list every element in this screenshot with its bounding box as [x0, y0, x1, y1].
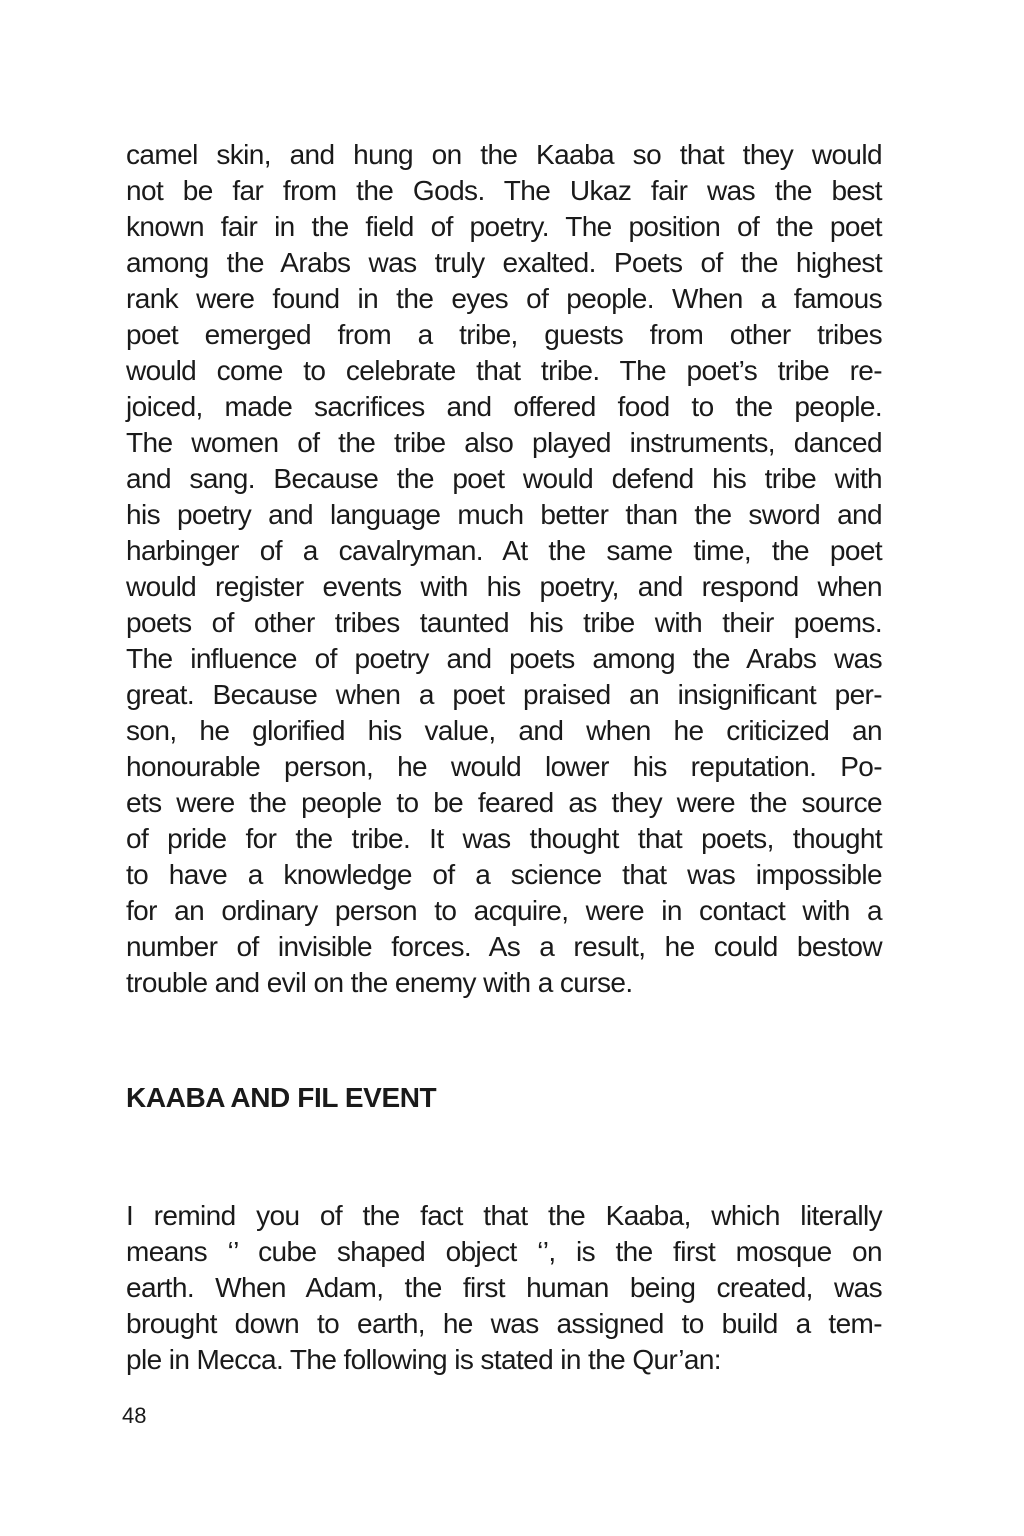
text-line: would register events with his poetry, and respond when: [126, 571, 882, 602]
page-number: 48: [122, 1403, 147, 1428]
text-line: son, he glorified his value, and when he criticized an: [126, 715, 882, 746]
body-paragraph-2: [126, 1198, 882, 1378]
text-line: number of invisible forces. As a result, he could bestow: [126, 931, 882, 962]
section-heading: KAABA AND FIL EVENT: [126, 1082, 437, 1113]
text-line: of pride for the tribe. It was thought that poets, thought: [126, 823, 882, 854]
text-line: not be far from the Gods. The Ukaz fair was the best: [126, 175, 882, 206]
text-line: brought down to earth, he was assigned to build a tem-: [126, 1308, 882, 1339]
text-line: trouble and evil on the enemy with a curse.: [126, 967, 633, 998]
text-line: ets were the people to be feared as they were the source: [126, 787, 882, 818]
text-line: his poetry and language much better than the sword and: [126, 499, 882, 530]
text-line: The influence of poetry and poets among the Arabs was: [126, 643, 882, 674]
body-paragraph-1: [126, 137, 882, 1001]
text-line: harbinger of a cavalryman. At the same time, the poet: [126, 535, 882, 566]
text-line: among the Arabs was truly exalted. Poets of the highest: [126, 247, 882, 278]
text-line: camel skin, and hung on the Kaaba so that they would: [126, 139, 882, 170]
text-line: and sang. Because the poet would defend his tribe with: [126, 463, 882, 494]
text-line: to have a knowledge of a science that was impossible: [126, 859, 882, 890]
text-line: honourable person, he would lower his reputation. Po-: [126, 751, 882, 782]
text-line: The women of the tribe also played instruments, danced: [126, 427, 882, 458]
text-line: earth. When Adam, the first human being created, was: [126, 1272, 882, 1303]
text-line: known fair in the field of poetry. The position of the poet: [126, 211, 882, 242]
text-line: joiced, made sacrifices and offered food to the people.: [126, 391, 882, 422]
text-line: poet emerged from a tribe, guests from other tribes: [126, 319, 882, 350]
text-line: would come to celebrate that tribe. The poet’s tribe re-: [126, 355, 882, 386]
text-line: ple in Mecca. The following is stated in the Qur’an:: [126, 1344, 721, 1375]
text-line: for an ordinary person to acquire, were in contact with a: [126, 895, 882, 926]
text-line: means ‘’ cube shaped object ‘’, is the first mosque on: [126, 1236, 882, 1267]
text-line: I remind you of the fact that the Kaaba, which literally: [126, 1200, 882, 1231]
text-line: rank were found in the eyes of people. When a famous: [126, 283, 882, 314]
text-line: great. Because when a poet praised an insignificant per-: [126, 679, 882, 710]
text-line: poets of other tribes taunted his tribe with their poems.: [126, 607, 882, 638]
